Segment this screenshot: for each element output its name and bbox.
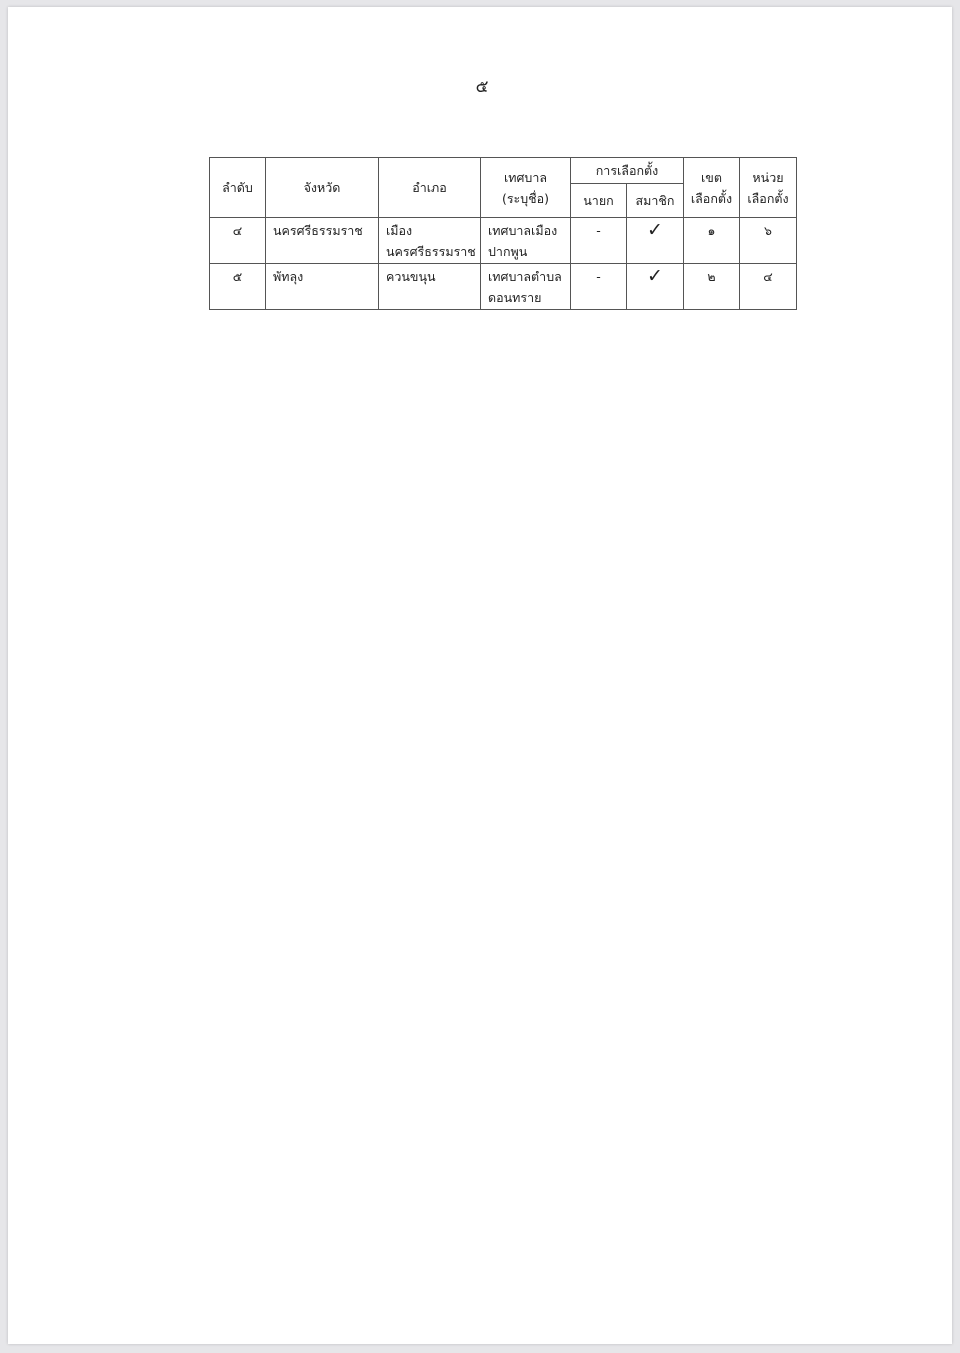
header-unit [740,158,797,218]
page-number: ๕ [475,77,489,97]
header-election: การเลือกตั้ง [571,158,684,184]
cell-municipality-line1: เทศบาลเมือง [488,223,558,238]
table-header-row [210,158,797,184]
cell-order: ๔ [210,218,266,264]
cell-municipality-line1: เทศบาลตำบล [488,269,562,284]
header-member: สมาชิก [627,184,684,218]
header-zone-line1: เขต [701,169,722,185]
cell-zone: ๒ [684,264,740,310]
header-municipality-line2: (ระบุชื่อ) [501,190,550,206]
cell-municipality [481,264,571,310]
cell-district-line1: เมือง [386,223,413,238]
header-order: ลำดับ [210,158,266,218]
cell-municipality [481,218,571,264]
election-table [209,157,797,310]
header-zone-line2: เลือกตั้ง [690,190,733,206]
header-municipality [481,158,571,218]
cell-unit: ๖ [740,218,797,264]
header-zone [684,158,740,218]
cell-district-line1: ควนขนุน [386,269,436,284]
header-municipality-line1: เทศบาล [503,169,548,185]
header-mayor: นายก [571,184,627,218]
check-mark-icon: ✓ [627,218,684,264]
cell-municipality-line2: ปากพูน [488,244,528,259]
table-row [210,218,797,264]
cell-mayor: - [571,218,627,264]
cell-province: นครศรีธรรมราช [266,218,379,264]
cell-municipality-line2: ดอนทราย [488,290,542,305]
cell-district-line2: นครศรีธรรมราช [386,244,476,259]
check-mark-icon: ✓ [627,264,684,310]
cell-district [379,218,481,264]
header-province: จังหวัด [266,158,379,218]
cell-zone: ๑ [684,218,740,264]
document-page [8,7,952,1344]
cell-order: ๕ [210,264,266,310]
table-row [210,264,797,310]
cell-mayor: - [571,264,627,310]
cell-province: พัทลุง [266,264,379,310]
header-unit-line2: เลือกตั้ง [747,190,789,206]
cell-unit: ๔ [740,264,797,310]
cell-district [379,264,481,310]
header-district: อำเภอ [379,158,481,218]
header-unit-line1: หน่วย [752,169,784,185]
